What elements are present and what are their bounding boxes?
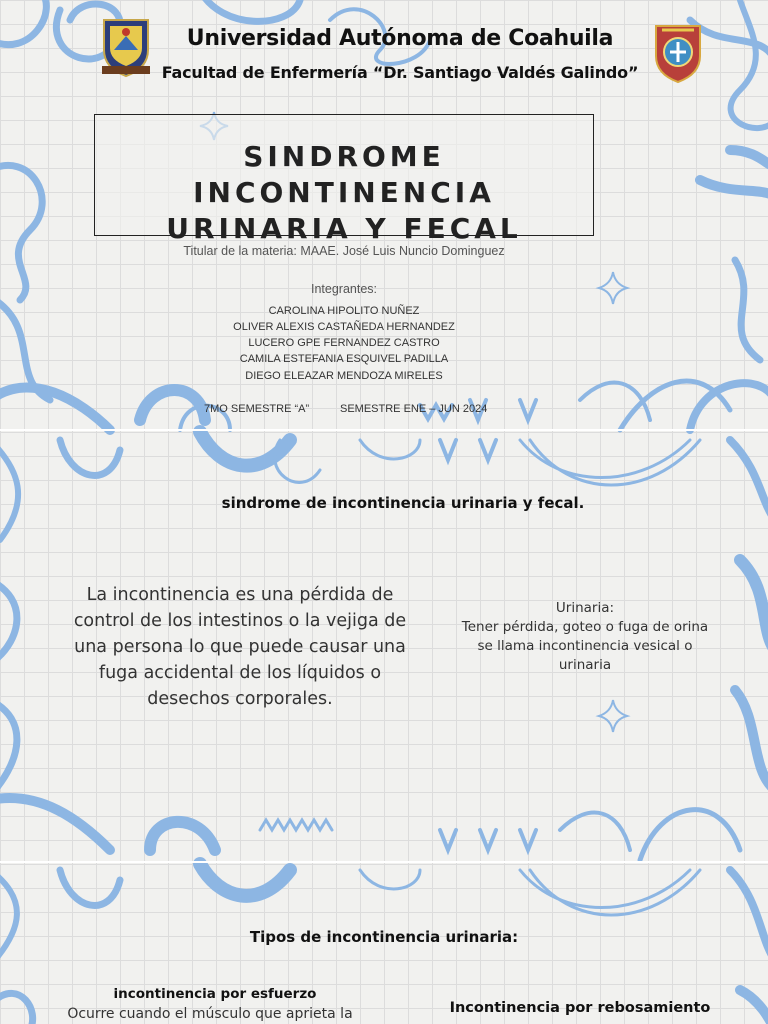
urinary-label: Urinaria: (555, 600, 615, 616)
definition-paragraph (50, 582, 430, 712)
urinary-line: se llama incontinencia vesical o (477, 638, 693, 654)
teacher-line: Titular de la materia: MAAE. José Luis Nuncio Dominguez (183, 244, 505, 258)
title-line-2: URINARIA Y FECAL (166, 212, 522, 245)
title-box (94, 114, 594, 245)
section-heading: sindrome de incontinencia urinaria y fecal. (221, 494, 585, 512)
paragraph-line: La incontinencia es una pérdida de (86, 585, 394, 605)
paragraph-line: una persona lo que puede causar una (74, 637, 406, 657)
semester-label: 7MO SEMESTRE “A” (204, 403, 310, 415)
period-label: SEMESTRE ENE – JUN 2024 (340, 403, 488, 415)
document-title (95, 139, 593, 247)
member-name: CAMILA ESTEFANIA ESQUIVEL PADILLA (239, 353, 449, 365)
stress-incontinence-heading: incontinencia por esfuerzo (113, 986, 317, 1002)
overflow-incontinence-heading: Incontinencia por rebosamiento (449, 1000, 711, 1016)
paragraph-line: desechos corporales. (147, 689, 333, 709)
university-name: Universidad Autónoma de Coahuila (186, 26, 614, 51)
member-name: DIEGO ELEAZAR MENDOZA MIRELES (245, 370, 443, 382)
urinary-line: Tener pérdida, goteo o fuga de orina (461, 619, 709, 635)
types-page (0, 862, 768, 1024)
member-name: CAROLINA HIPOLITO NUÑEZ (268, 305, 420, 317)
faculty-name: Facultad de Enfermería “Dr. Santiago Valdés Galindo” (161, 63, 639, 82)
member-name: OLIVER ALEXIS CASTAÑEDA HERNANDEZ (233, 321, 455, 333)
paragraph-line: control de los intestinos o la vejiga de (73, 611, 407, 631)
paragraph-line: fuga accidental de los líquidos o (98, 663, 382, 683)
urinary-definition (440, 599, 730, 675)
types-heading: Tipos de incontinencia urinaria: (249, 928, 519, 946)
member-name: LUCERO GPE FERNANDEZ CASTRO (248, 337, 440, 349)
urinary-line: urinaria (558, 657, 612, 673)
members-label: Integrantes: (310, 282, 377, 296)
stress-incontinence-text: Ocurre cuando el músculo que aprieta la (67, 1006, 353, 1022)
cover-page (0, 0, 768, 430)
definition-page (0, 430, 768, 862)
title-line-1: SINDROME INCONTINENCIA (193, 140, 495, 209)
